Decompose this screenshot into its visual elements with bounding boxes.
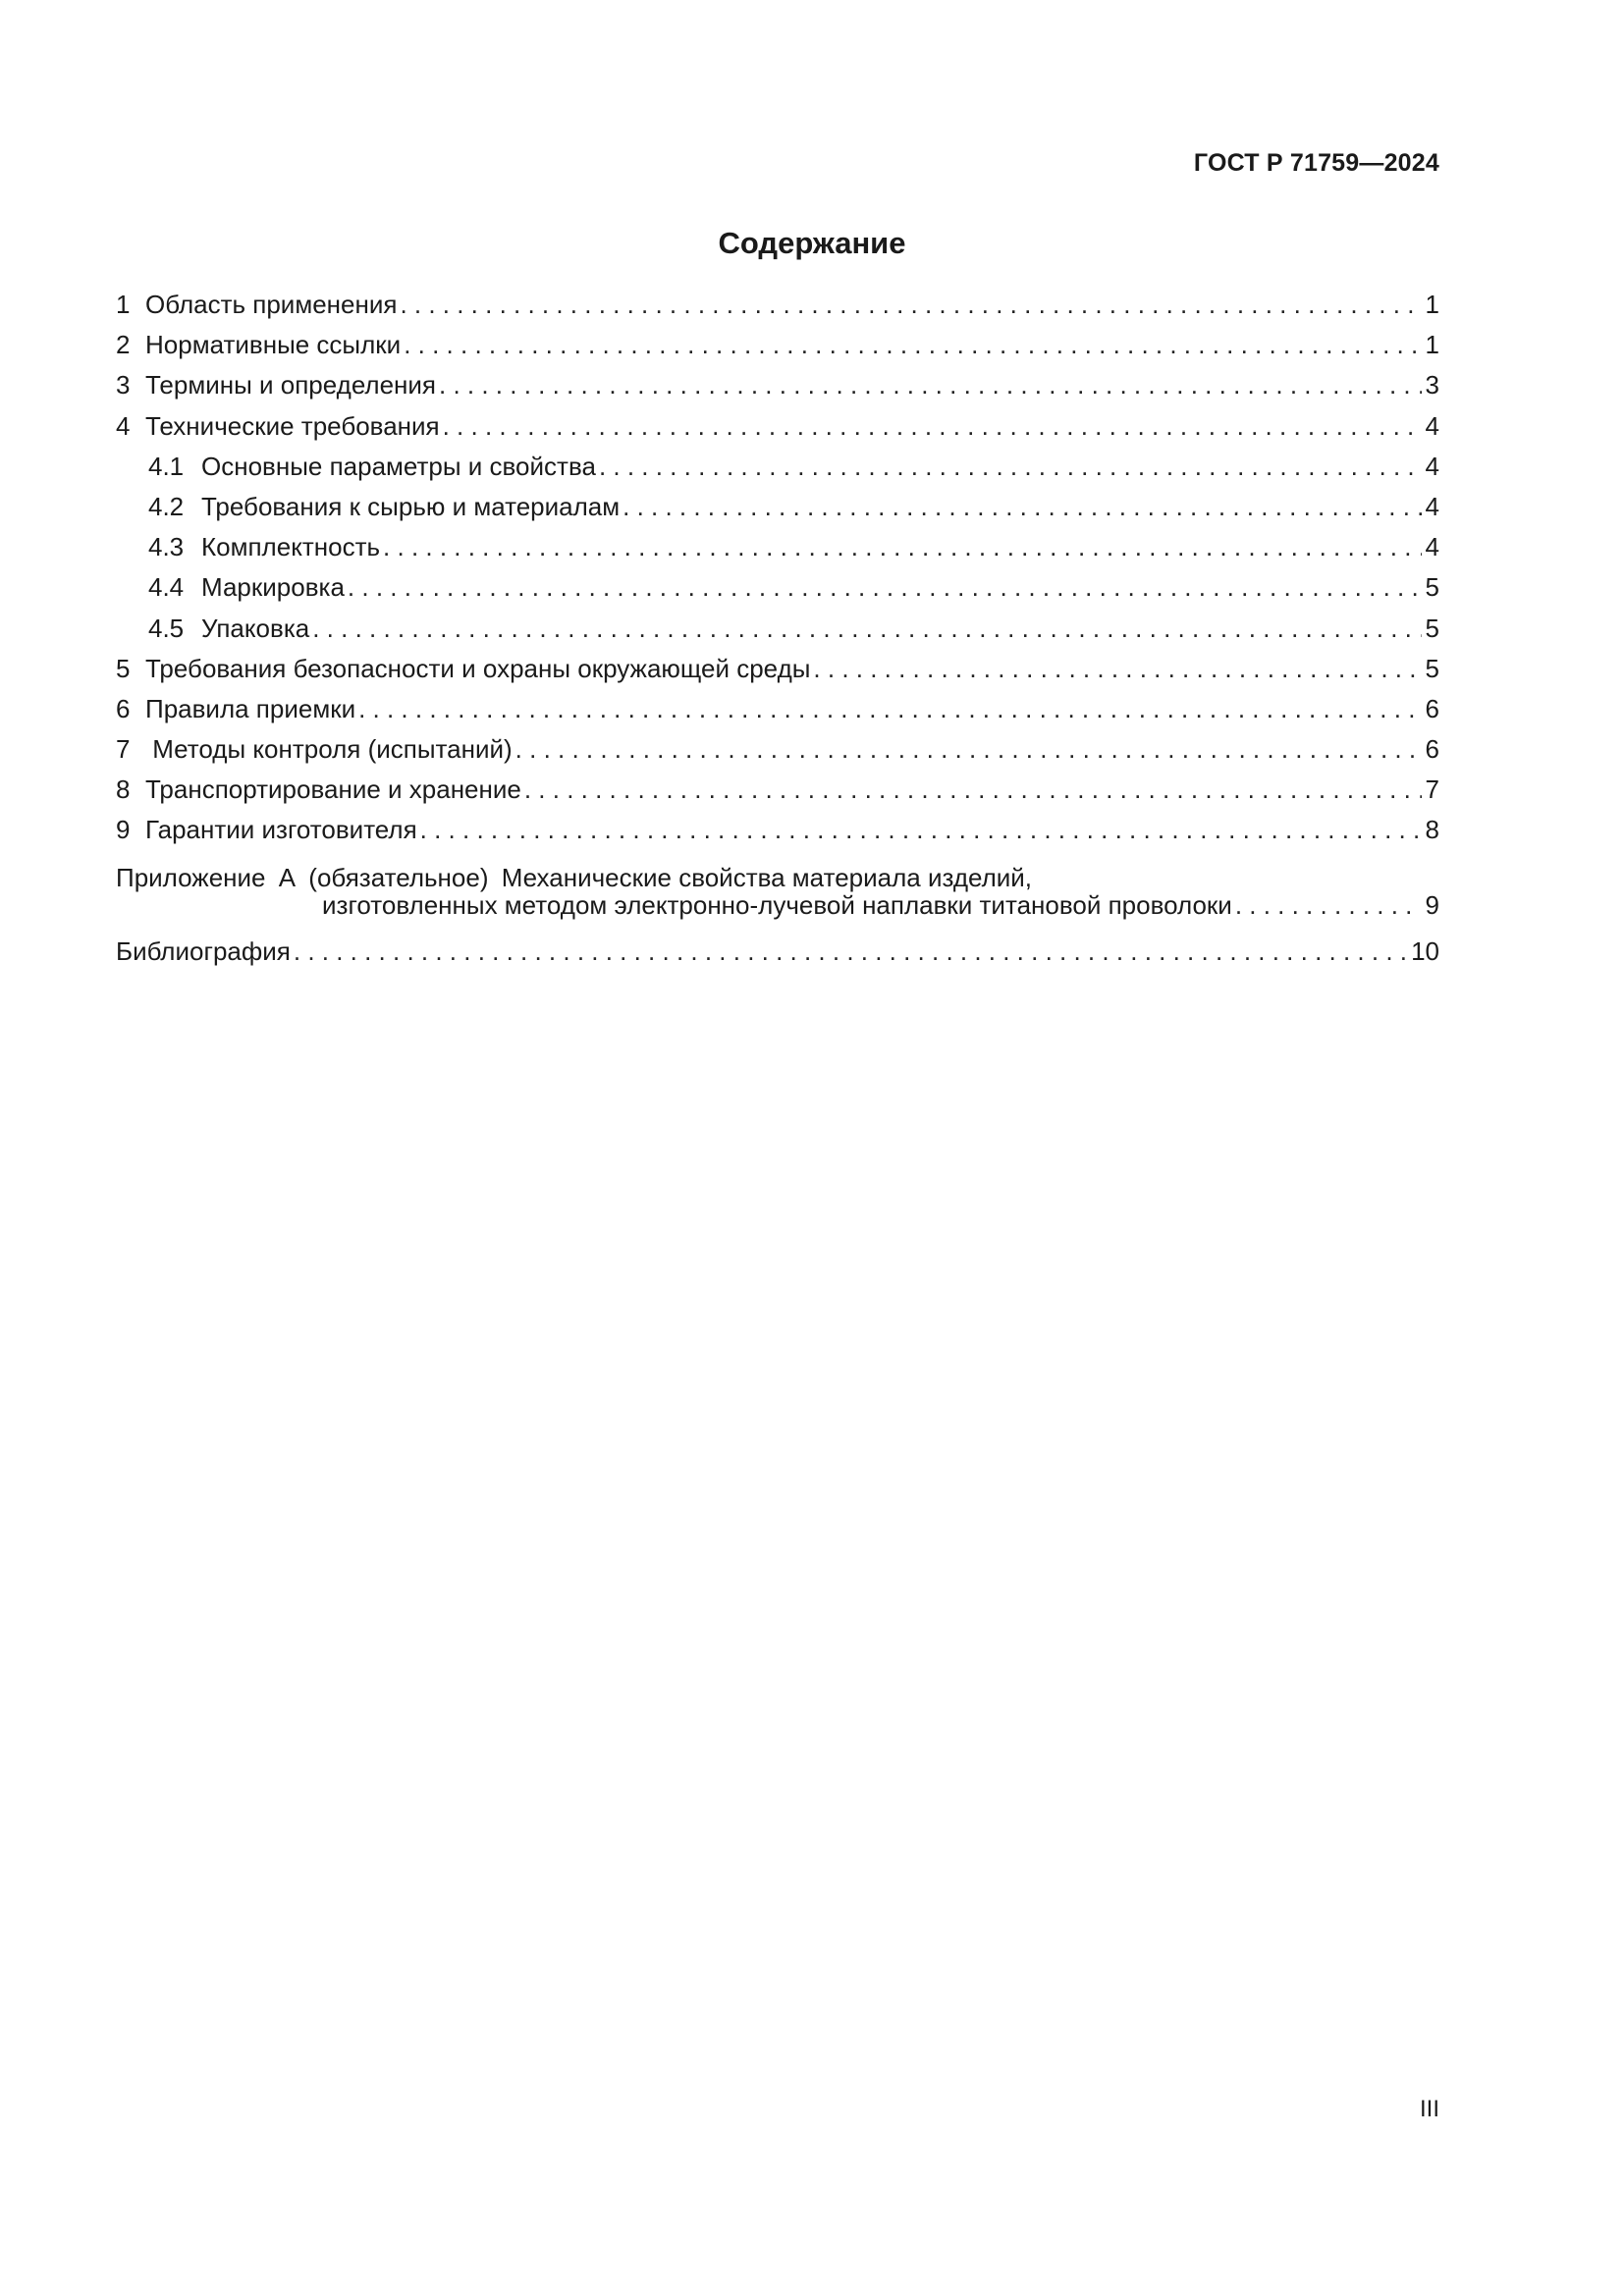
dot-leader (443, 406, 1422, 447)
toc-entry-4-5[interactable] (116, 609, 1439, 649)
table-of-contents (116, 285, 1439, 972)
toc-entry-text: Правила приемки (145, 693, 356, 723)
page-number: III (1419, 2096, 1439, 2122)
toc-entry-page: 6 (1425, 693, 1439, 723)
toc-entry-page: 4 (1425, 532, 1439, 562)
toc-entry-page: 4 (1425, 491, 1439, 521)
dot-leader (1235, 892, 1422, 918)
toc-entry-number: 3 (116, 370, 131, 400)
toc-entry-3[interactable] (116, 365, 1439, 405)
toc-entry-page: 10 (1411, 935, 1439, 966)
toc-entry-page: 1 (1425, 290, 1439, 319)
toc-title: Содержание (718, 226, 906, 260)
toc-entry-4-3[interactable] (116, 527, 1439, 567)
toc-entry-number: 1 (116, 290, 131, 319)
toc-entry-text: Требования к сырью и материалам (201, 491, 621, 521)
toc-entry-9[interactable] (116, 810, 1439, 850)
toc-entry-number: 4.4 (148, 572, 185, 603)
toc-entry-page: 8 (1425, 815, 1439, 845)
toc-entry-text: Гарантии изготовителя (145, 815, 417, 845)
toc-entry-5[interactable] (116, 649, 1439, 689)
toc-entry-number: 4 (116, 410, 131, 441)
toc-entry-1[interactable] (116, 285, 1439, 325)
appendix-label: Приложение А (обязательное) (116, 862, 489, 892)
toc-entry-4[interactable] (116, 406, 1439, 447)
toc-entry-text: Методы контроля (испытаний) (145, 734, 513, 765)
dot-leader (515, 729, 1422, 770)
dot-leader (524, 770, 1422, 810)
toc-entry-number: 2 (116, 330, 131, 360)
dot-leader (294, 932, 1409, 972)
toc-entry-number: 5 (116, 653, 131, 683)
toc-entry-4-4[interactable] (116, 567, 1439, 608)
toc-entry-8[interactable] (116, 770, 1439, 810)
toc-entry-page: 9 (1425, 889, 1439, 920)
toc-entry-page: 1 (1425, 330, 1439, 360)
toc-entry-text: Библиография (116, 935, 291, 966)
toc-entry-text: Маркировка (201, 572, 345, 603)
dot-leader (439, 365, 1422, 405)
dot-leader (599, 447, 1422, 487)
toc-entry-page: 5 (1425, 572, 1439, 603)
toc-entry-4-1[interactable] (116, 447, 1439, 487)
toc-entry-text: Комплектность (201, 532, 381, 562)
toc-entry-text: Технические требования (145, 410, 440, 441)
toc-entry-number: 4.5 (148, 613, 185, 643)
toc-entry-6[interactable] (116, 689, 1439, 729)
toc-entry-page: 5 (1425, 653, 1439, 683)
toc-entry-number: 8 (116, 774, 131, 805)
toc-entry-text: Упаковка (201, 613, 310, 643)
toc-entry-number: 9 (116, 815, 131, 845)
toc-entry-page: 7 (1425, 774, 1439, 805)
toc-entry-number: 4.1 (148, 451, 185, 481)
toc-entry-text: Транспортирование и хранение (145, 774, 521, 805)
toc-entry-number: 4.2 (148, 491, 185, 521)
toc-entry-text: Область применения (145, 290, 398, 319)
toc-entry-page: 3 (1425, 370, 1439, 400)
dot-leader (404, 325, 1422, 365)
dot-leader (383, 527, 1422, 567)
toc-entry-2[interactable] (116, 325, 1439, 365)
dot-leader (813, 649, 1422, 689)
dot-leader (623, 487, 1422, 527)
dot-leader (312, 609, 1422, 649)
toc-entry-page: 4 (1425, 451, 1439, 481)
toc-entry-number: 4.3 (148, 532, 185, 562)
dot-leader (358, 689, 1422, 729)
toc-entry-text: Требования безопасности и охраны окружающей среды (145, 653, 811, 683)
appendix-title-line2: изготовленных методом электронно-лучевой наплавки титановой проволоки (322, 889, 1232, 920)
toc-entry-text: Термины и определения (145, 370, 437, 400)
toc-entry-4-2[interactable] (116, 487, 1439, 527)
dot-leader (400, 285, 1422, 325)
appendix-title-line1: Механические свойства материала изделий, (501, 862, 1033, 892)
toc-entry-text: Основные параметры и свойства (201, 451, 596, 481)
toc-entry-appendix-a[interactable] (116, 862, 1439, 920)
toc-entry-text: Нормативные ссылки (145, 330, 402, 360)
toc-entry-number: 6 (116, 693, 131, 723)
dot-leader (420, 810, 1422, 850)
toc-entry-bibliography[interactable] (116, 932, 1439, 972)
toc-entry-page: 6 (1425, 734, 1439, 765)
toc-entry-page: 5 (1425, 613, 1439, 643)
dot-leader (348, 567, 1422, 608)
document-code: ГОСТ Р 71759—2024 (1193, 149, 1439, 177)
toc-entry-7[interactable] (116, 729, 1439, 770)
toc-entry-number: 7 (116, 734, 131, 765)
toc-entry-page: 4 (1425, 410, 1439, 441)
